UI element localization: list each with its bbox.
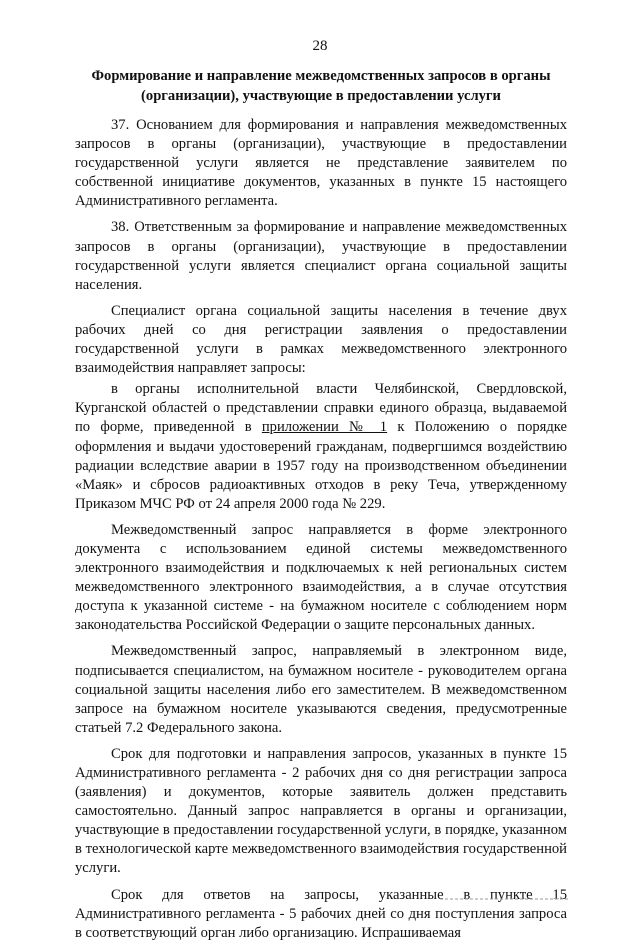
section-title: Формирование и направление межведомственных запросов в органы (организации), участвующие в предоставлении услуги [91,68,551,104]
paragraph-signature: Межведомственный запрос, направляемый в электронном виде, подписывается специалистом, на бумажном носителе - руководителем органа социальной защиты населения либо его заместителем. В межведомственном запросе на бумажном носителе указываются сведения, предусмотренные статьей 7.2 Федерального закона. [75,643,567,736]
paragraph-response-term: Срок для ответов на запросы, указанные в пункте 15 Административного регламента - 5 рабочих дней со дня поступления запроса в соответствующий орган либо организацию. Испрашиваемая [75,886,567,941]
scan-artifact-marks [440,896,570,902]
paragraph-organs-text-before: в органы исполнительной власти Челябинской, Свердловской, Курганской областей о представлении справки единого образца, выдаваемой по форме, приведенной в [75,381,567,436]
paragraph-preparation-term: Срок для подготовки и направления запросов, указанных в пункте 15 Административного регламента - 2 рабочих дня со дня регистрации запроса (заявления) и документов, которые заявитель должен представить самостоятельно. Данный запрос направляется в органы и организации, участвующие в предоставлении государственной услуги, в порядке, указанном в технологической карте межведомственного взаимодействия государственной услуги. [75,745,567,877]
paragraph-organs-text-after: к Положению о порядке оформления и выдачи удостоверений гражданам, подвергшимся воздействию радиации вследствие аварии в 1957 году на производственном объединении «Маяк» и сбросов радиоактивных отходов в реку Теча, утвержденному Приказом МЧС РФ от 24 апреля 2000 года № 229. [75,419,568,512]
paragraph-specialist: Специалист органа социальной защиты населения в течение двух рабочих дней со дня регистрации заявления о предоставлении государственной услуги в рамках межведомственного электронного взаимодействия направляет запросы: [75,302,567,377]
paragraph-38: 38. Ответственным за формирование и направление межведомственных запросов в органы (организации), участвующие в предоставлении государственной услуги является специалист органа социальной защиты населения. [75,219,567,293]
paragraph-organs [75,380,567,514]
document-body [75,116,567,950]
paragraph-37: 37. Основанием для формирования и направления межведомственных запросов в органы (организации), участвующие в предоставлении государственной услуги является не представление заявителем по собственной инициативе документов, указанных в пункте 15 настоящего Административного регламента. [75,117,567,210]
appendix-link[interactable]: приложении № 1 [261,419,388,436]
page-number: 28 [312,38,328,54]
paragraph-electronic-request: Межведомственный запрос направляется в форме электронного документа с использованием единой системы межведомственного электронного взаимодействия и подключаемых к ней региональных систем межведомственного электронного взаимодействия, а в случае отсутствия доступа к указанной системе - на бумажном носителе с соблюдением норм законодательства Российской Федерации о защите персональных данных. [75,521,567,634]
